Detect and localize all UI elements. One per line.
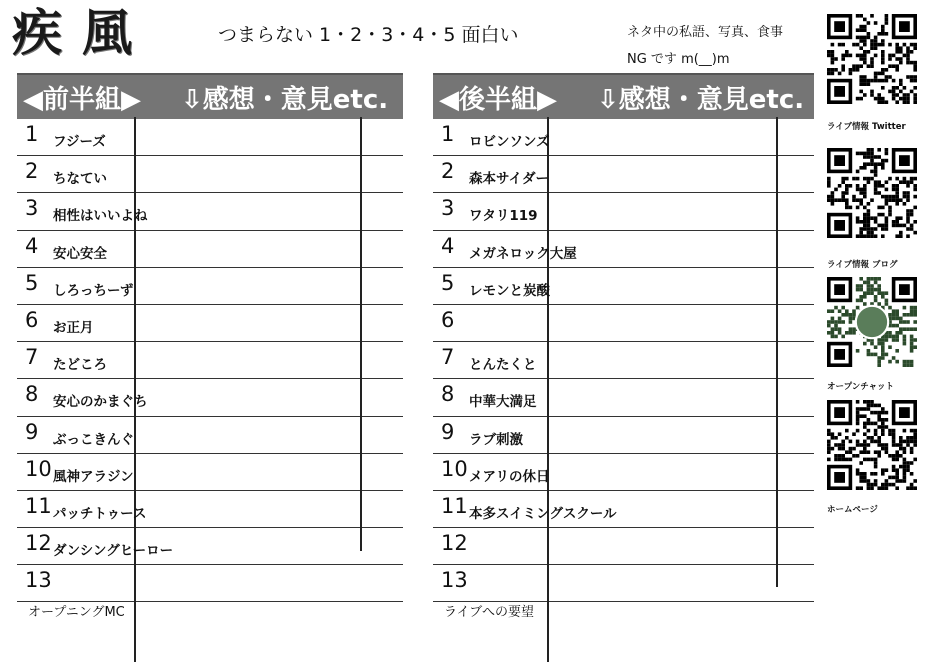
row-number: 4 [25, 233, 39, 258]
row-number: 12 [441, 531, 468, 556]
performer-row [433, 565, 814, 602]
performer-row [433, 491, 814, 528]
performer-name: 風神アラジン [53, 468, 134, 485]
performer-row [433, 379, 814, 416]
opening-mc-label: オープニングMC [28, 605, 125, 620]
performer-name: 安心安全 [53, 245, 107, 262]
row-number: 6 [25, 307, 39, 332]
notice [627, 19, 812, 73]
row-number: 3 [25, 196, 39, 221]
row-number: 8 [25, 382, 39, 407]
performer-row [17, 305, 403, 342]
rating-scale: つまらない 1・2・3・4・5 面白い [218, 24, 519, 46]
row-number: 13 [441, 568, 468, 593]
qr-code-icon[interactable] [824, 14, 920, 104]
performer-row [17, 156, 403, 193]
notice-line-1: ネタ中の私語、写真、食事 [627, 25, 784, 40]
column-divider [360, 117, 362, 551]
performer-name: ワタリ119 [469, 208, 538, 225]
row-number: 11 [441, 493, 468, 518]
performer-name: しろっちーず [53, 282, 134, 299]
column-divider [776, 117, 778, 587]
performer-row [17, 231, 403, 268]
row-number: 4 [441, 233, 455, 258]
qr-code-icon[interactable] [824, 400, 920, 490]
qr-label-homepage: ホームページ [827, 505, 878, 515]
performer-row [17, 342, 403, 379]
performer-row [17, 119, 403, 156]
performer-list [433, 119, 814, 602]
requests-label: ライブへの要望 [444, 605, 534, 620]
performer-name: ちなてい [53, 171, 107, 188]
group-label: ◀後半組▶ [439, 84, 557, 115]
performer-name: メアリの休日 [469, 468, 550, 485]
notice-line-2: NG です m(__)m [627, 52, 730, 67]
performer-name: フジーズ [53, 134, 106, 150]
row-number: 1 [25, 122, 39, 146]
performer-name: 本多スイミングスクール [469, 505, 617, 522]
performer-row [433, 305, 814, 342]
performer-name: とんたくと [469, 357, 537, 374]
performer-name: ダンシングヒーロー [53, 543, 174, 560]
performer-name: メガネロック大屋 [469, 245, 577, 262]
performer-row [433, 454, 814, 491]
performer-name: 安心のかまぐち [53, 394, 148, 411]
performer-name: パッチトゥース [53, 505, 147, 522]
performer-list [17, 119, 403, 602]
row-number: 10 [441, 456, 468, 481]
feedback-label: ⇩感想・意見etc. [597, 84, 805, 115]
group-label: ◀前半組▶ [23, 84, 141, 115]
performer-row [17, 528, 403, 565]
performer-row [17, 379, 403, 416]
panel-header [433, 73, 814, 119]
performer-row [433, 119, 814, 156]
performer-name: 中華大満足 [469, 394, 537, 411]
row-number: 1 [441, 122, 455, 146]
row-number: 10 [25, 456, 52, 481]
performer-row [433, 342, 814, 379]
performer-row [17, 417, 403, 454]
row-number: 5 [25, 270, 39, 295]
performer-row [17, 491, 403, 528]
row-number: 12 [25, 531, 52, 556]
row-number: 7 [25, 345, 39, 370]
qr-label-blog: ライブ情報 ブログ [827, 260, 898, 270]
logo: 疾風 [12, 3, 152, 62]
second-half-panel [433, 73, 814, 602]
row-number: 13 [25, 568, 52, 593]
row-number: 8 [441, 382, 455, 407]
performer-name: ロビンソンズ [469, 134, 550, 150]
performer-name: お正月 [53, 319, 94, 336]
row-number: 5 [441, 270, 455, 295]
qr-label-openchat: オープンチャット [827, 382, 894, 392]
row-number: 6 [441, 307, 455, 332]
performer-name: 森本サイダー [469, 171, 550, 188]
qr-code-icon[interactable] [824, 148, 920, 238]
performer-row [433, 528, 814, 565]
qr-code-icon[interactable] [824, 277, 920, 367]
performer-name: ラブ刺激 [469, 431, 523, 448]
row-number: 9 [25, 419, 39, 444]
performer-row [433, 417, 814, 454]
performer-name: ぶっこきんぐ [53, 431, 134, 448]
row-number: 2 [441, 159, 455, 184]
performer-row [433, 268, 814, 305]
row-number: 3 [441, 196, 455, 221]
column-divider [547, 117, 549, 662]
panel-header [17, 73, 403, 119]
performer-name: 相性はいいよね [53, 208, 148, 225]
row-number: 7 [441, 345, 455, 370]
performer-row [17, 454, 403, 491]
performer-name: たどころ [53, 357, 107, 374]
performer-name: レモンと炭酸 [469, 282, 550, 299]
performer-row [17, 193, 403, 230]
performer-row [17, 268, 403, 305]
performer-row [433, 156, 814, 193]
performer-row [17, 565, 403, 602]
performer-row [433, 193, 814, 230]
feedback-label: ⇩感想・意見etc. [181, 84, 389, 115]
qr-label-twitter: ライブ情報 Twitter [827, 122, 906, 132]
row-number: 9 [441, 419, 455, 444]
performer-row [433, 231, 814, 268]
row-number: 2 [25, 159, 39, 184]
row-number: 11 [25, 493, 52, 518]
first-half-panel [17, 73, 403, 602]
